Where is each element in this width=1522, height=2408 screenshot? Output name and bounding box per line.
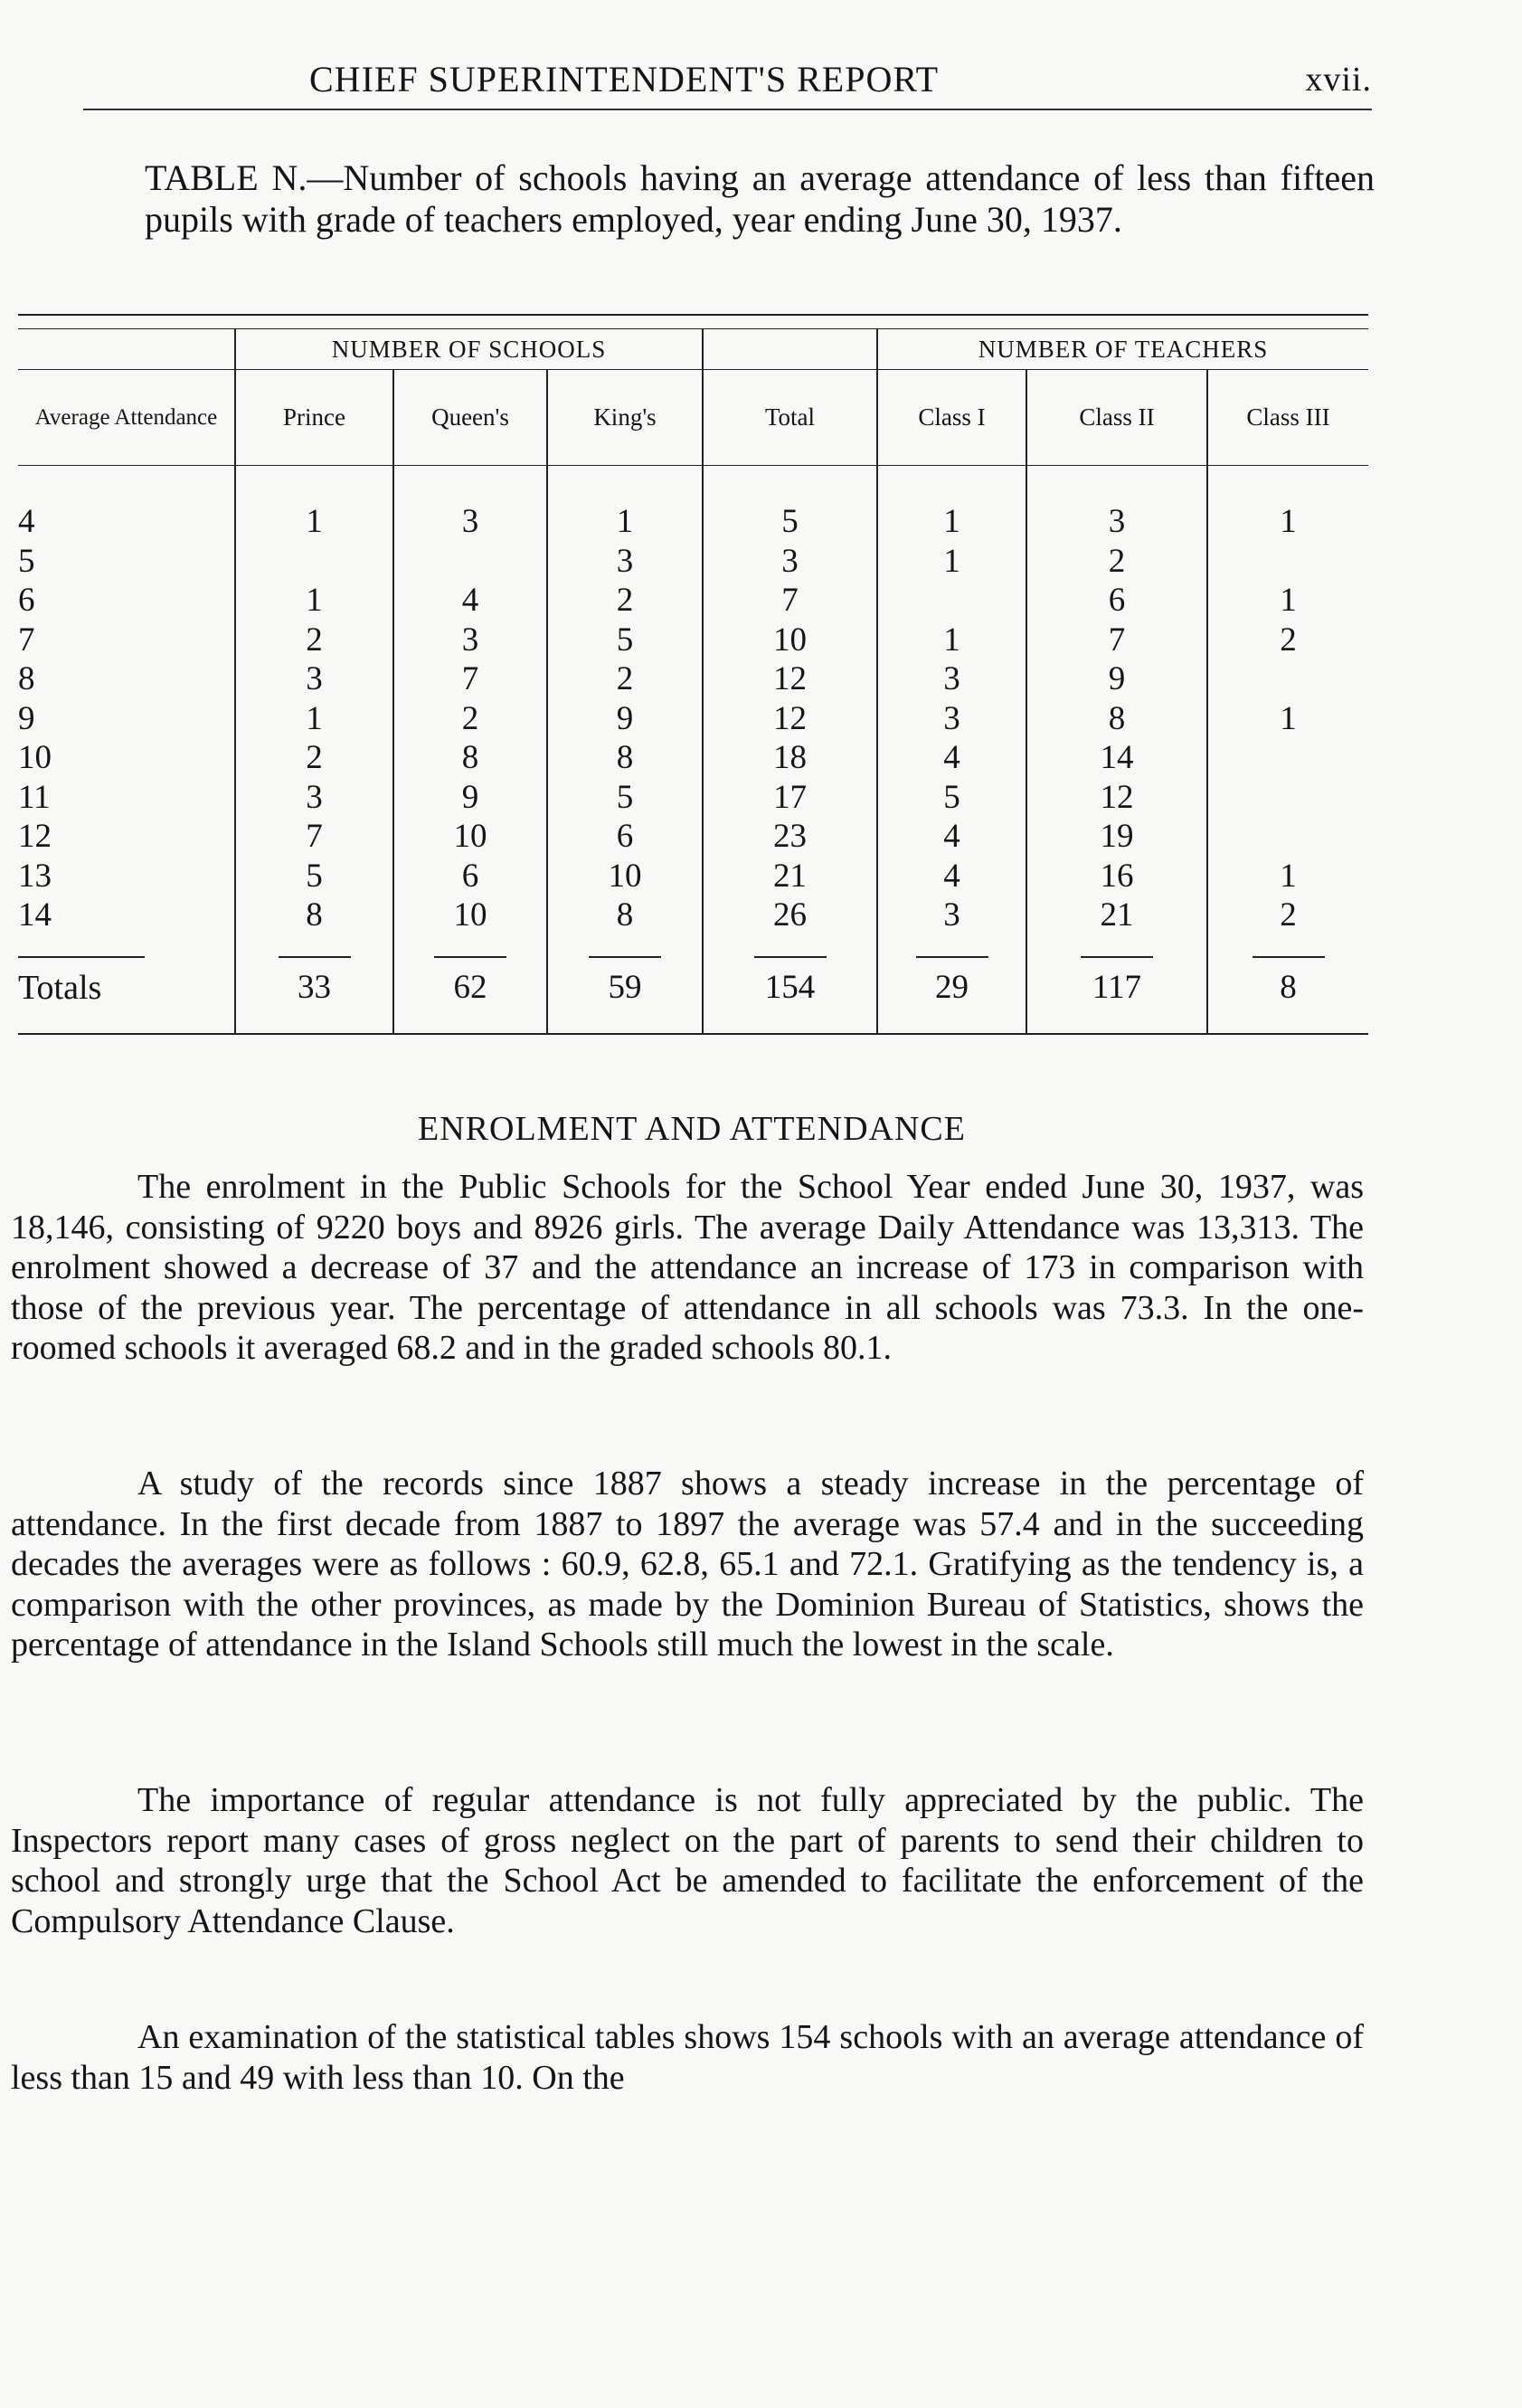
col-header-total: Total bbox=[703, 370, 877, 466]
table-row bbox=[18, 502, 1368, 542]
cell-kings: 8 bbox=[547, 896, 703, 935]
cell-kings: 9 bbox=[547, 699, 703, 739]
cell-class-iii bbox=[1207, 542, 1368, 582]
cell-prince: 5 bbox=[235, 857, 393, 896]
cell-queens bbox=[393, 542, 547, 582]
cell-prince: 1 bbox=[235, 502, 393, 542]
sum-rule-row bbox=[18, 935, 1368, 962]
running-header bbox=[83, 56, 1372, 110]
cell-class-i: 1 bbox=[877, 502, 1026, 542]
cell-attendance: 13 bbox=[18, 857, 52, 895]
col-header-class-iii: Class III bbox=[1207, 370, 1368, 466]
cell-kings: 2 bbox=[547, 581, 703, 621]
cell-class-ii: 9 bbox=[1026, 659, 1207, 699]
table-row bbox=[18, 817, 1368, 857]
cell-total: 21 bbox=[703, 857, 877, 896]
cell-total: 18 bbox=[703, 738, 877, 778]
cell-prince: 3 bbox=[235, 778, 393, 818]
cell-class-i: 1 bbox=[877, 621, 1026, 660]
cell-attendance: 11 bbox=[18, 778, 51, 816]
group-header-schools: NUMBER OF SCHOOLS bbox=[235, 329, 703, 370]
cell-class-iii: 1 bbox=[1207, 581, 1368, 621]
cell-class-iii: 1 bbox=[1207, 857, 1368, 896]
total-class-i: 29 bbox=[877, 962, 1026, 1013]
cell-prince: 7 bbox=[235, 817, 393, 857]
group-header-gap bbox=[703, 329, 877, 370]
paragraph-study-of-records bbox=[11, 1464, 1364, 1665]
table-caption-text: TABLE N.—Number of schools having an average attendance of less than fifteen pupils with grade of teachers employed, year ending June 30, 1937. bbox=[145, 157, 1375, 240]
cell-total: 10 bbox=[703, 621, 877, 660]
paragraph-importance-of-attendance bbox=[11, 1780, 1364, 1941]
cell-prince: 3 bbox=[235, 659, 393, 699]
cell-class-ii: 3 bbox=[1026, 502, 1207, 542]
cell-class-i: 4 bbox=[877, 738, 1026, 778]
cell-kings: 5 bbox=[547, 778, 703, 818]
cell-queens: 8 bbox=[393, 738, 547, 778]
cell-attendance: 6 bbox=[18, 582, 35, 620]
total-kings: 59 bbox=[547, 962, 703, 1013]
cell-class-i bbox=[877, 581, 1026, 621]
totals-row bbox=[18, 962, 1368, 1013]
cell-prince bbox=[235, 542, 393, 582]
cell-queens: 4 bbox=[393, 581, 547, 621]
col-header-kings: King's bbox=[547, 370, 703, 466]
cell-queens: 10 bbox=[393, 896, 547, 935]
cell-total: 5 bbox=[703, 502, 877, 542]
group-header-teachers: NUMBER OF TEACHERS bbox=[877, 329, 1368, 370]
table-row bbox=[18, 621, 1368, 660]
cell-kings: 2 bbox=[547, 659, 703, 699]
col-header-class-ii: Class II bbox=[1026, 370, 1207, 466]
cell-class-ii: 7 bbox=[1026, 621, 1207, 660]
total-class-iii: 8 bbox=[1207, 962, 1368, 1013]
table-corner bbox=[18, 315, 235, 329]
cell-class-iii bbox=[1207, 659, 1368, 699]
table-row bbox=[18, 896, 1368, 935]
cell-prince: 1 bbox=[235, 581, 393, 621]
cell-class-ii: 19 bbox=[1026, 817, 1207, 857]
group-header-row bbox=[18, 329, 1368, 370]
cell-queens: 2 bbox=[393, 699, 547, 739]
total-class-ii: 117 bbox=[1026, 962, 1207, 1013]
cell-total: 26 bbox=[703, 896, 877, 935]
table-row bbox=[18, 778, 1368, 818]
cell-attendance: 8 bbox=[18, 660, 35, 698]
cell-queens: 7 bbox=[393, 659, 547, 699]
cell-prince: 2 bbox=[235, 738, 393, 778]
cell-attendance: 9 bbox=[18, 699, 35, 737]
cell-class-i: 3 bbox=[877, 659, 1026, 699]
cell-class-iii: 2 bbox=[1207, 621, 1368, 660]
cell-kings: 3 bbox=[547, 542, 703, 582]
sum-rule bbox=[1253, 956, 1325, 958]
table-row bbox=[18, 738, 1368, 778]
table-bottom-rule bbox=[18, 1013, 1368, 1034]
cell-attendance: 14 bbox=[18, 896, 52, 934]
cell-total: 17 bbox=[703, 778, 877, 818]
col-header-prince: Prince bbox=[235, 370, 393, 466]
cell-class-i: 3 bbox=[877, 699, 1026, 739]
cell-class-iii bbox=[1207, 778, 1368, 818]
cell-class-iii: 1 bbox=[1207, 699, 1368, 739]
sum-rule bbox=[1081, 956, 1153, 958]
table-row bbox=[18, 542, 1368, 582]
section-heading: ENROLMENT AND ATTENDANCE bbox=[418, 1110, 966, 1148]
cell-class-iii bbox=[1207, 817, 1368, 857]
paragraph-text: An examination of the statistical tables shows 154 schools with an average attendance of less than 15 and 49 with less than 10. On the bbox=[11, 2018, 1364, 2097]
sum-rule bbox=[434, 956, 506, 958]
cell-class-i: 3 bbox=[877, 896, 1026, 935]
running-title: CHIEF SUPERINTENDENT'S REPORT bbox=[309, 59, 940, 100]
cell-kings: 1 bbox=[547, 502, 703, 542]
cell-queens: 6 bbox=[393, 857, 547, 896]
cell-class-iii bbox=[1207, 738, 1368, 778]
sum-rule bbox=[754, 956, 827, 958]
attendance-table-container bbox=[18, 314, 1368, 1069]
total-total: 154 bbox=[703, 962, 877, 1013]
cell-attendance: 5 bbox=[18, 542, 35, 580]
cell-queens: 9 bbox=[393, 778, 547, 818]
attendance-table bbox=[18, 314, 1368, 1035]
col-header-queens: Queen's bbox=[393, 370, 547, 466]
cell-class-iii: 1 bbox=[1207, 502, 1368, 542]
cell-class-i: 5 bbox=[877, 778, 1026, 818]
paragraph-text: A study of the records since 1887 shows a steady increase in the percentage of attendance. In the first decade from 1887 to 1897 the average was 57.4 and in the succeeding decades the averages were as follows : 60.9, 62.8, 65.1 and 72.1. Gratifying as the tendency is, a comparison with the other provinces, as made by the Dominion Bureau of Statistics, shows the percentage of attendance in the Island Schools still much the lowest in the scale. bbox=[11, 1465, 1364, 1664]
cell-queens: 3 bbox=[393, 621, 547, 660]
table-row bbox=[18, 659, 1368, 699]
cell-class-ii: 21 bbox=[1026, 896, 1207, 935]
cell-class-ii: 14 bbox=[1026, 738, 1207, 778]
cell-prince: 1 bbox=[235, 699, 393, 739]
cell-queens: 10 bbox=[393, 817, 547, 857]
cell-attendance: 7 bbox=[18, 621, 35, 659]
sum-rule bbox=[589, 956, 661, 958]
cell-prince: 8 bbox=[235, 896, 393, 935]
paragraph-text: The enrolment in the Public Schools for the School Year ended June 30, 1937, was 18,146, consisting of 9220 boys and 8926 girls. The average Daily Attendance was 13,313. The enrolment showed a decrease of 37 and the attendance an increase of 173 in comparison with those of the previous year. The percentage of attendance in all schools was 73.3. In the one-roomed schools it averaged 68.2 and in the graded schools 80.1. bbox=[11, 1168, 1364, 1367]
sum-rule bbox=[18, 956, 145, 958]
cell-class-ii: 8 bbox=[1026, 699, 1207, 739]
sum-rule bbox=[279, 956, 351, 958]
cell-class-i: 4 bbox=[877, 857, 1026, 896]
cell-class-ii: 2 bbox=[1026, 542, 1207, 582]
column-header-row bbox=[18, 370, 1368, 466]
paragraph-examination bbox=[11, 2017, 1364, 2098]
table-row bbox=[18, 581, 1368, 621]
cell-prince: 2 bbox=[235, 621, 393, 660]
cell-total: 23 bbox=[703, 817, 877, 857]
total-prince: 33 bbox=[235, 962, 393, 1013]
table-row bbox=[18, 699, 1368, 739]
table-top-rule bbox=[235, 315, 1368, 329]
col-header-average-attendance: Average Attendance bbox=[34, 405, 218, 430]
cell-queens: 3 bbox=[393, 502, 547, 542]
sum-rule bbox=[916, 956, 988, 958]
cell-attendance: 4 bbox=[18, 503, 35, 541]
cell-attendance: 12 bbox=[18, 818, 52, 856]
table-row bbox=[18, 857, 1368, 896]
cell-total: 12 bbox=[703, 699, 877, 739]
paragraph-text: The importance of regular attendance is not fully appreciated by the public. The Inspectors report many cases of gross neglect on the part of parents to send their children to school and strongly urge that the School Act be amended to facilitate the enforcement of the Compulsory Attendance Clause. bbox=[11, 1781, 1364, 1940]
cell-class-ii: 6 bbox=[1026, 581, 1207, 621]
page-number: xvii. bbox=[1305, 61, 1372, 99]
total-queens: 62 bbox=[393, 962, 547, 1013]
table-caption bbox=[18, 157, 1375, 241]
cell-class-ii: 12 bbox=[1026, 778, 1207, 818]
cell-kings: 5 bbox=[547, 621, 703, 660]
cell-class-i: 4 bbox=[877, 817, 1026, 857]
cell-kings: 8 bbox=[547, 738, 703, 778]
cell-total: 7 bbox=[703, 581, 877, 621]
cell-kings: 10 bbox=[547, 857, 703, 896]
col-header-class-i: Class I bbox=[877, 370, 1026, 466]
cell-class-iii: 2 bbox=[1207, 896, 1368, 935]
cell-total: 3 bbox=[703, 542, 877, 582]
cell-kings: 6 bbox=[547, 817, 703, 857]
cell-class-i: 1 bbox=[877, 542, 1026, 582]
cell-attendance: 10 bbox=[18, 739, 52, 777]
cell-class-ii: 16 bbox=[1026, 857, 1207, 896]
paragraph-enrolment bbox=[11, 1167, 1364, 1369]
cell-total: 12 bbox=[703, 659, 877, 699]
totals-label: Totals bbox=[18, 968, 102, 1007]
